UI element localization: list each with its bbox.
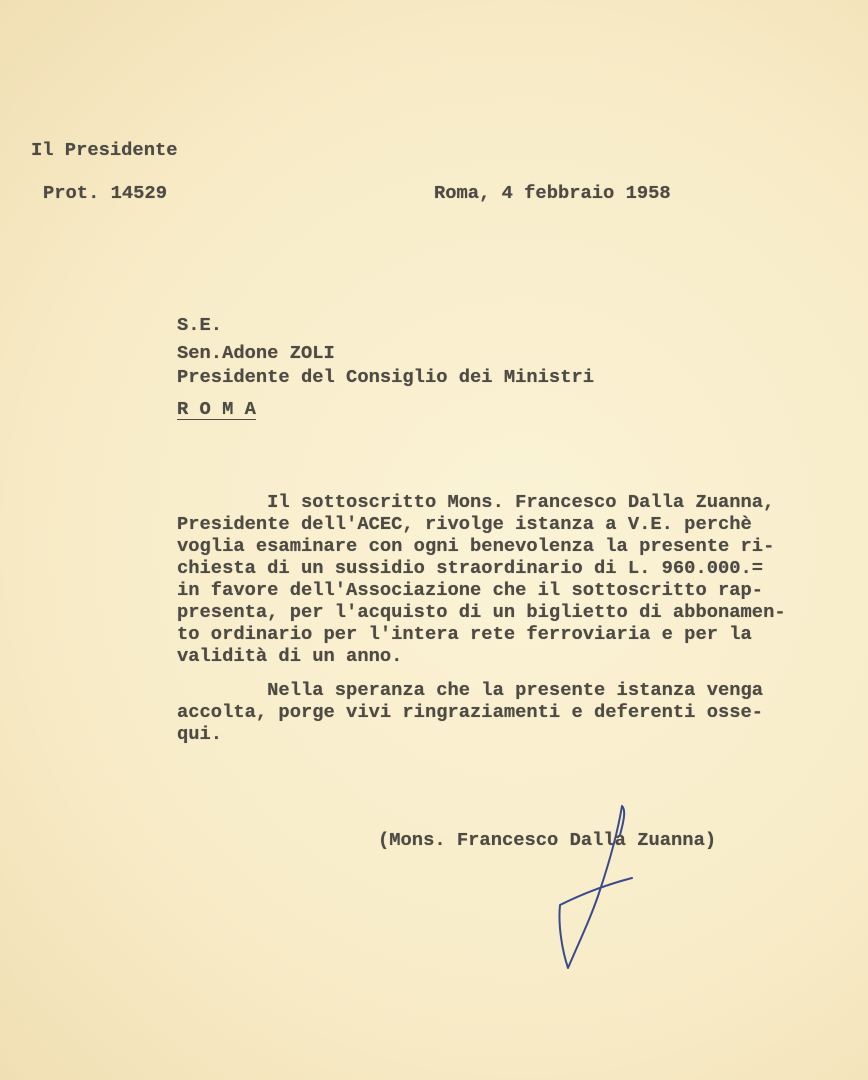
text-line: Il sottoscritto Mons. Francesco Dalla Zuanna, [177,491,775,513]
text-line: voglia esaminare con ogni benevolenza la presente ri- [177,535,775,557]
recipient-name: Sen.Adone ZOLI [177,342,335,364]
typed-signature-name: (Mons. Francesco Dalla Zuanna) [378,829,717,851]
handwritten-signature [540,800,650,980]
text-line: validità di un anno. [177,645,403,667]
text-line: in favore dell'Associazione che il sottoscritto rap- [177,579,764,601]
text-line: presenta, per l'acquisto di un biglietto di abbonamen- [177,601,786,623]
text-line: Nella speranza che la presente istanza venga [177,679,764,701]
text-line: Presidente dell'ACEC, rivolge istanza a V.E. perchè [177,513,752,535]
text-line: accolta, porge vivi ringraziamenti e deferenti osse- [177,701,764,723]
recipient-city: R O M A [177,398,256,420]
text-line: to ordinario per l'intera rete ferroviaria e per la [177,623,752,645]
protocol-number: Prot. 14529 [43,182,167,204]
text-line: chiesta di un sussidio straordinario di L. 960.000.= [177,557,764,579]
body-paragraph-2 [177,679,763,745]
body-paragraph-1 [177,491,786,667]
sender-title: Il Presidente [31,139,178,161]
recipient-office: Presidente del Consiglio dei Ministri [177,366,595,388]
text-line: qui. [177,723,223,745]
recipient-honorific: S.E. [177,314,223,336]
place-date: Roma, 4 febbraio 1958 [434,182,671,204]
